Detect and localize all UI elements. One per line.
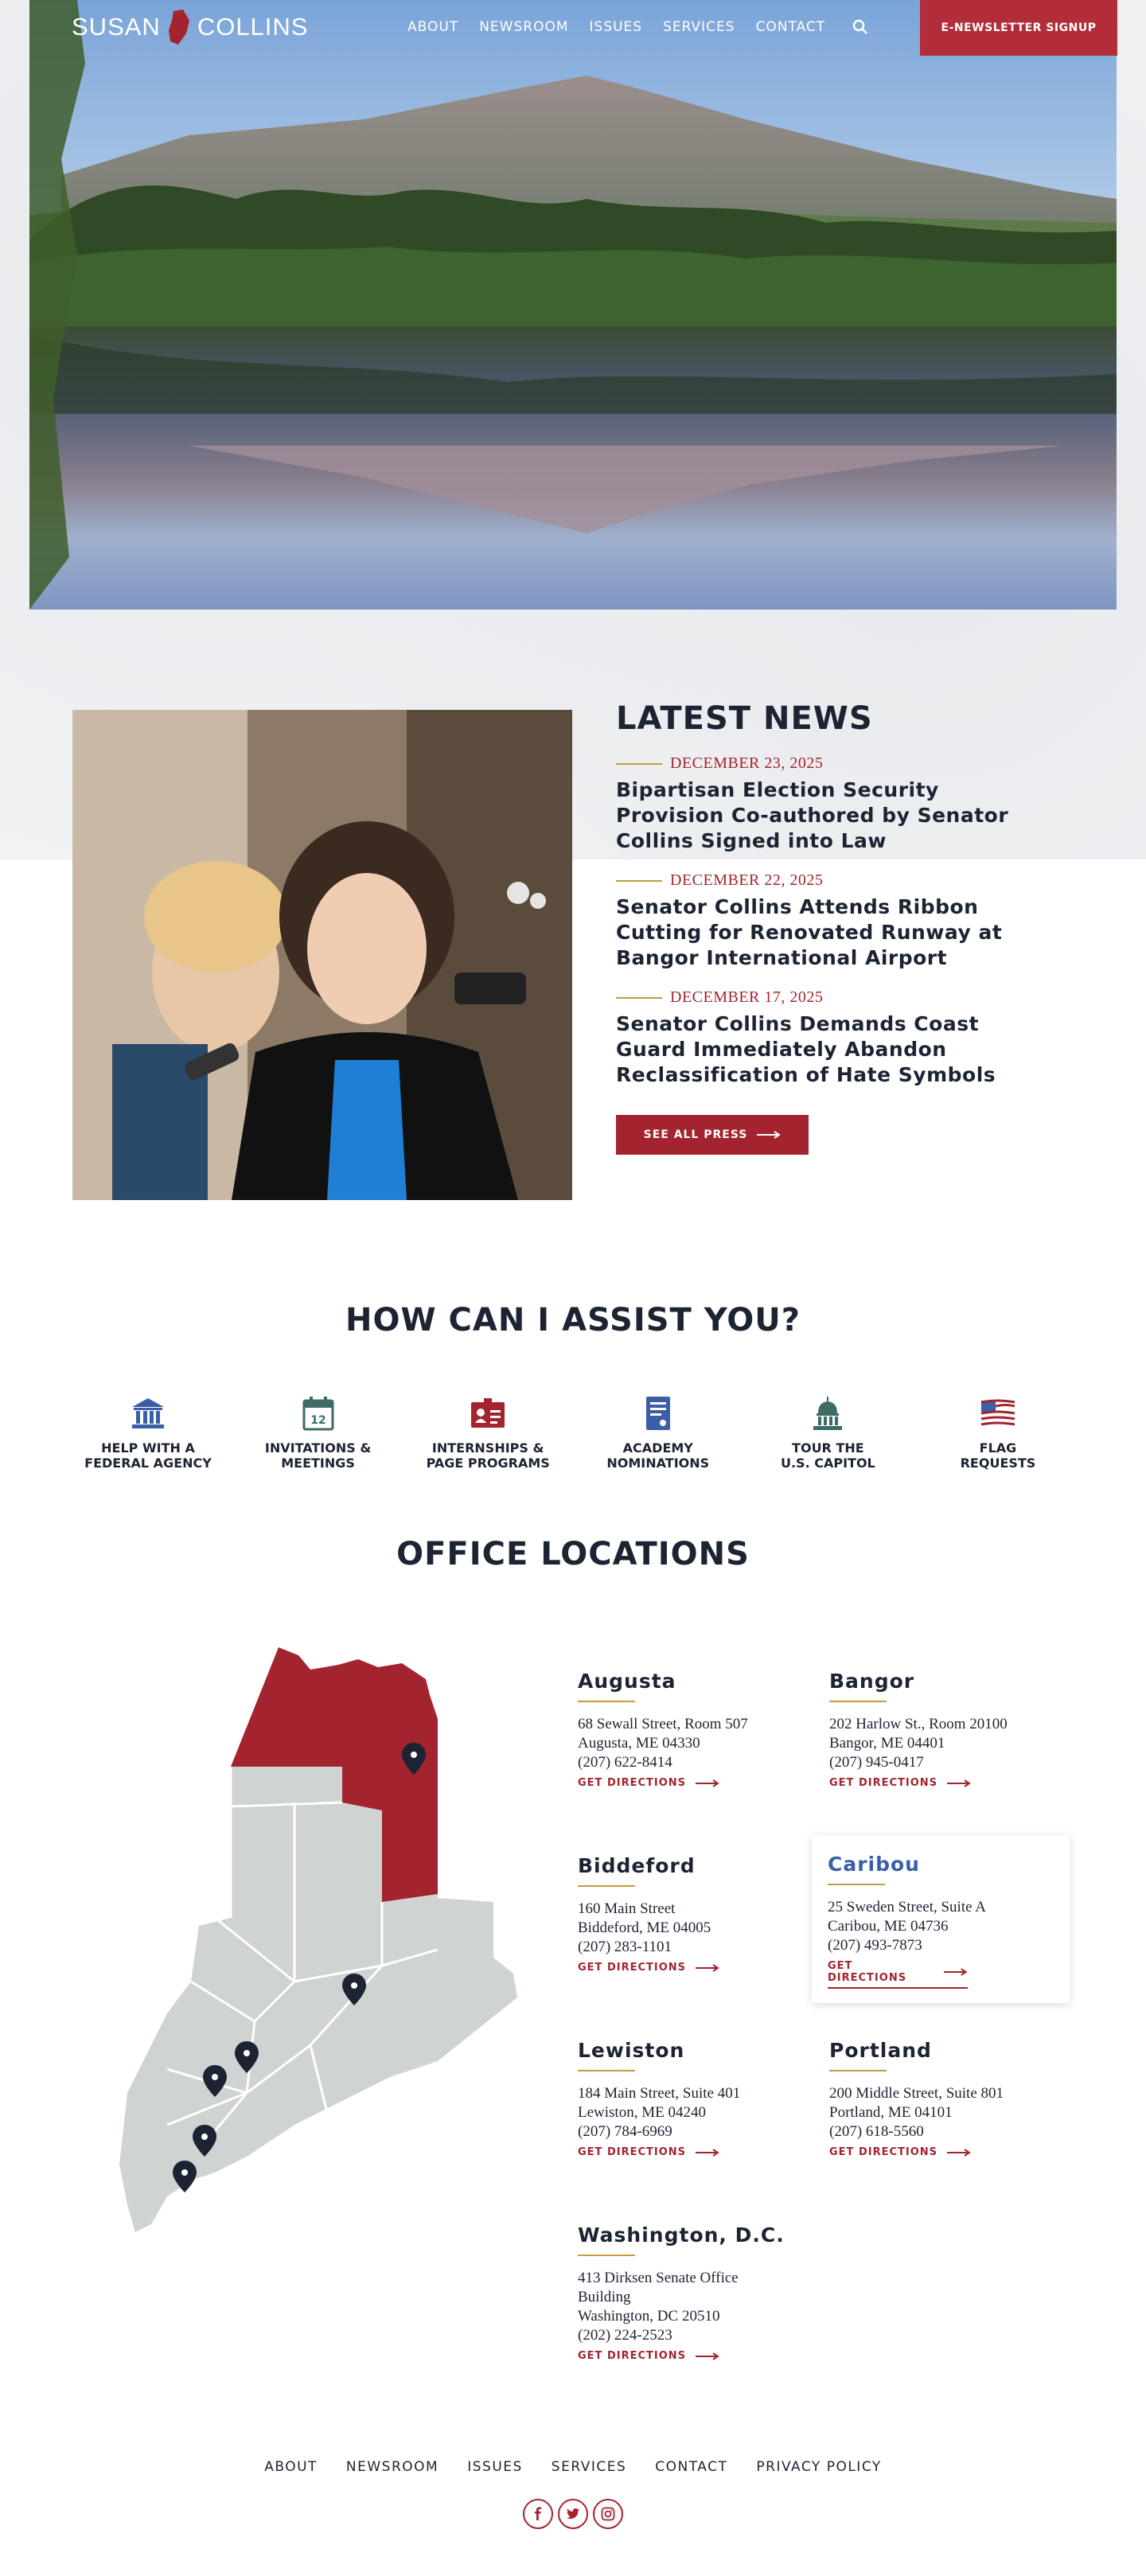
phone-number: (207) 283-1101 — [578, 1939, 672, 1955]
get-directions-label: GET DIRECTIONS — [829, 2146, 938, 2158]
latest-news-section — [616, 700, 1014, 1155]
newsletter-signup-button[interactable]: E-NEWSLETTER SIGNUP — [920, 0, 1117, 56]
address-line: 184 Main Street, Suite 401 — [578, 2085, 741, 2102]
assist-label: ACADEMY NOMINATIONS — [606, 1440, 710, 1471]
get-directions-link[interactable] — [578, 2350, 817, 2362]
office-address — [578, 1900, 817, 1957]
site-logo[interactable] — [72, 10, 308, 45]
footer-nav-issues[interactable]: ISSUES — [467, 2459, 523, 2475]
arrow-right-icon — [696, 1964, 719, 1972]
office-card-augusta — [578, 1670, 817, 1789]
get-directions-link[interactable] — [578, 1777, 817, 1789]
office-name: Bangor — [829, 1670, 915, 1693]
instagram-glyph — [601, 2507, 615, 2521]
office-card-portland — [829, 2039, 1068, 2158]
phone-number: (207) 493-7873 — [828, 1937, 922, 1954]
office-card-caribou[interactable] — [812, 1835, 1070, 2003]
hero-image — [29, 0, 1117, 610]
gold-rule — [616, 763, 662, 765]
footer-nav-services[interactable]: SERVICES — [551, 2459, 627, 2475]
phone-number: (207) 945-0417 — [829, 1754, 924, 1771]
arrow-right-icon — [757, 1131, 781, 1139]
office-name: Washington, D.C. — [578, 2223, 785, 2247]
get-directions-label: GET DIRECTIONS — [578, 2350, 687, 2362]
gold-rule — [828, 1884, 885, 1885]
news-date-row — [616, 871, 1014, 890]
maine-map — [119, 1647, 517, 2244]
gold-rule — [578, 1701, 635, 1702]
nav-issues[interactable]: ISSUES — [589, 19, 643, 35]
nav-contact[interactable]: CONTACT — [755, 19, 826, 35]
office-name: Portland — [829, 2039, 932, 2062]
address-line: 68 Sewall Street, Room 507 — [578, 1716, 748, 1732]
get-directions-link[interactable] — [578, 1962, 817, 1974]
calendar-icon — [299, 1396, 337, 1431]
footer-nav-privacy-policy[interactable]: PRIVACY POLICY — [756, 2459, 882, 2475]
get-directions-label: GET DIRECTIONS — [829, 1777, 938, 1789]
assist-label: HELP WITH A FEDERAL AGENCY — [84, 1440, 212, 1471]
facebook-glyph — [531, 2507, 545, 2521]
gold-rule — [829, 1701, 887, 1702]
arrow-right-icon — [947, 2149, 971, 2157]
gold-rule — [578, 2254, 635, 2256]
phone-number: (207) 622-8414 — [578, 1754, 672, 1771]
get-directions-link[interactable] — [829, 2146, 1068, 2158]
address-line: 413 Dirksen Senate Office — [578, 2270, 739, 2286]
footer-nav-about[interactable]: ABOUT — [264, 2459, 318, 2475]
office-card-washington-dc — [578, 2223, 817, 2362]
office-name: Augusta — [578, 1670, 676, 1693]
assist-label: FLAG REQUESTS — [960, 1440, 1036, 1471]
news-photo — [72, 710, 572, 1200]
document-icon — [639, 1396, 677, 1431]
gold-rule — [616, 997, 662, 999]
news-date: DECEMBER 22, 2025 — [670, 871, 824, 889]
office-name: Caribou — [828, 1853, 920, 1876]
office-name: Biddeford — [578, 1854, 696, 1877]
instagram-icon[interactable] — [593, 2499, 623, 2529]
capitol-icon — [809, 1396, 847, 1431]
office-address — [829, 2084, 1068, 2141]
get-directions-label: GET DIRECTIONS — [828, 1960, 907, 1984]
news-item[interactable] — [616, 988, 1014, 1088]
address-line: Augusta, ME 04330 — [578, 1735, 700, 1752]
assist-federal-agency[interactable] — [68, 1396, 228, 1471]
footer-nav-newsroom[interactable]: NEWSROOM — [345, 2459, 439, 2475]
id-badge-icon — [469, 1396, 507, 1431]
footer-nav-contact[interactable]: CONTACT — [655, 2459, 728, 2475]
address-line: Building — [578, 2289, 631, 2305]
gold-rule — [578, 1885, 635, 1887]
nav-services[interactable]: SERVICES — [663, 19, 735, 35]
federal-building-icon — [129, 1396, 167, 1431]
assist-capitol-tour[interactable] — [748, 1396, 907, 1471]
phone-number: (207) 784-6969 — [578, 2123, 672, 2140]
arrow-right-icon — [696, 1779, 719, 1787]
gold-rule — [578, 2070, 635, 2071]
address-line: Biddeford, ME 04005 — [578, 1919, 711, 1936]
get-directions-link[interactable] — [828, 1960, 968, 1989]
address-line: Caribou, ME 04736 — [828, 1918, 949, 1935]
office-card-bangor — [829, 1670, 1068, 1789]
office-name: Lewiston — [578, 2039, 685, 2062]
news-item[interactable] — [616, 754, 1014, 854]
arrow-right-icon — [944, 1968, 968, 1976]
facebook-icon[interactable] — [523, 2499, 553, 2529]
get-directions-link[interactable] — [578, 2146, 817, 2158]
get-directions-label: GET DIRECTIONS — [578, 1962, 687, 1974]
office-address — [578, 2269, 817, 2345]
address-line: 200 Middle Street, Suite 801 — [829, 2085, 1004, 2102]
assist-internships[interactable] — [408, 1396, 567, 1471]
assist-heading: HOW CAN I ASSIST YOU? — [345, 1302, 801, 1339]
news-date: DECEMBER 23, 2025 — [670, 754, 824, 772]
office-card-biddeford — [578, 1854, 817, 1974]
address-line: 160 Main Street — [578, 1900, 676, 1917]
address-line: Portland, ME 04101 — [829, 2104, 953, 2121]
gold-rule — [829, 2070, 887, 2071]
get-directions-label: GET DIRECTIONS — [578, 1777, 687, 1789]
latest-news-heading: LATEST NEWS — [616, 700, 873, 737]
nav-newsroom[interactable]: NEWSROOM — [479, 19, 569, 35]
address-line: 25 Sweden Street, Suite A — [828, 1899, 986, 1915]
assist-invitations[interactable] — [239, 1396, 398, 1471]
footer-menu — [0, 2459, 1146, 2475]
address-line: 202 Harlow St., Room 20100 — [829, 1716, 1008, 1732]
address-line: Washington, DC 20510 — [578, 2308, 720, 2325]
arrow-right-icon — [696, 2149, 719, 2157]
twitter-icon[interactable] — [558, 2499, 588, 2529]
assist-label: TOUR THE U.S. CAPITOL — [780, 1440, 875, 1471]
office-address — [578, 1715, 817, 1772]
assist-label: INTERNSHIPS & PAGE PROGRAMS — [426, 1440, 550, 1471]
office-card-lewiston — [578, 2039, 817, 2158]
calendar-day: 12 — [310, 1414, 326, 1427]
office-address — [829, 1715, 1068, 1772]
assist-label: INVITATIONS & MEETINGS — [264, 1440, 372, 1471]
get-directions-link[interactable] — [829, 1777, 1068, 1789]
twitter-glyph — [566, 2508, 580, 2520]
phone-number: (207) 618-5560 — [829, 2123, 924, 2140]
gold-rule — [616, 880, 662, 882]
news-date-row — [616, 754, 1014, 773]
see-all-press-label: SEE ALL PRESS — [643, 1128, 748, 1141]
flag-icon — [979, 1396, 1017, 1431]
address-line: Lewiston, ME 04240 — [578, 2104, 706, 2121]
office-address — [578, 2084, 817, 2141]
logo-last-name: COLLINS — [197, 13, 309, 41]
top-navigation — [0, 0, 1146, 57]
search-icon[interactable] — [852, 19, 868, 35]
arrow-right-icon — [947, 1779, 971, 1787]
main-menu — [407, 19, 868, 35]
office-locations-heading: OFFICE LOCATIONS — [396, 1536, 750, 1572]
see-all-press-button[interactable] — [616, 1115, 809, 1155]
nav-about[interactable]: ABOUT — [407, 19, 459, 35]
news-title-link[interactable]: Senator Collins Attends Ribbon Cutting for Renovated Runway at Bangor International Airport — [616, 895, 1003, 969]
address-line: Bangor, ME 04401 — [829, 1735, 945, 1752]
office-address — [828, 1898, 1054, 1955]
news-title-link[interactable]: Senator Collins Demands Coast Guard Immediately Abandon Reclassification of Hate Symbols — [616, 1012, 996, 1086]
assist-options — [68, 1396, 1078, 1471]
news-item[interactable] — [616, 871, 1014, 971]
news-date-row — [616, 988, 1014, 1007]
arrow-right-icon — [696, 2352, 719, 2360]
news-title-link[interactable]: Bipartisan Election Security Provision Co-authored by Senator Collins Signed into Law — [616, 778, 1009, 852]
phone-number: (202) 224-2523 — [578, 2327, 672, 2344]
get-directions-label: GET DIRECTIONS — [578, 2146, 687, 2158]
assist-academy-nominations[interactable] — [579, 1396, 738, 1471]
logo-first-name: SUSAN — [72, 13, 161, 41]
news-date: DECEMBER 17, 2025 — [670, 988, 824, 1006]
assist-flag-requests[interactable] — [918, 1396, 1078, 1471]
maine-logo-icon — [167, 10, 191, 45]
social-links — [0, 2499, 1146, 2529]
